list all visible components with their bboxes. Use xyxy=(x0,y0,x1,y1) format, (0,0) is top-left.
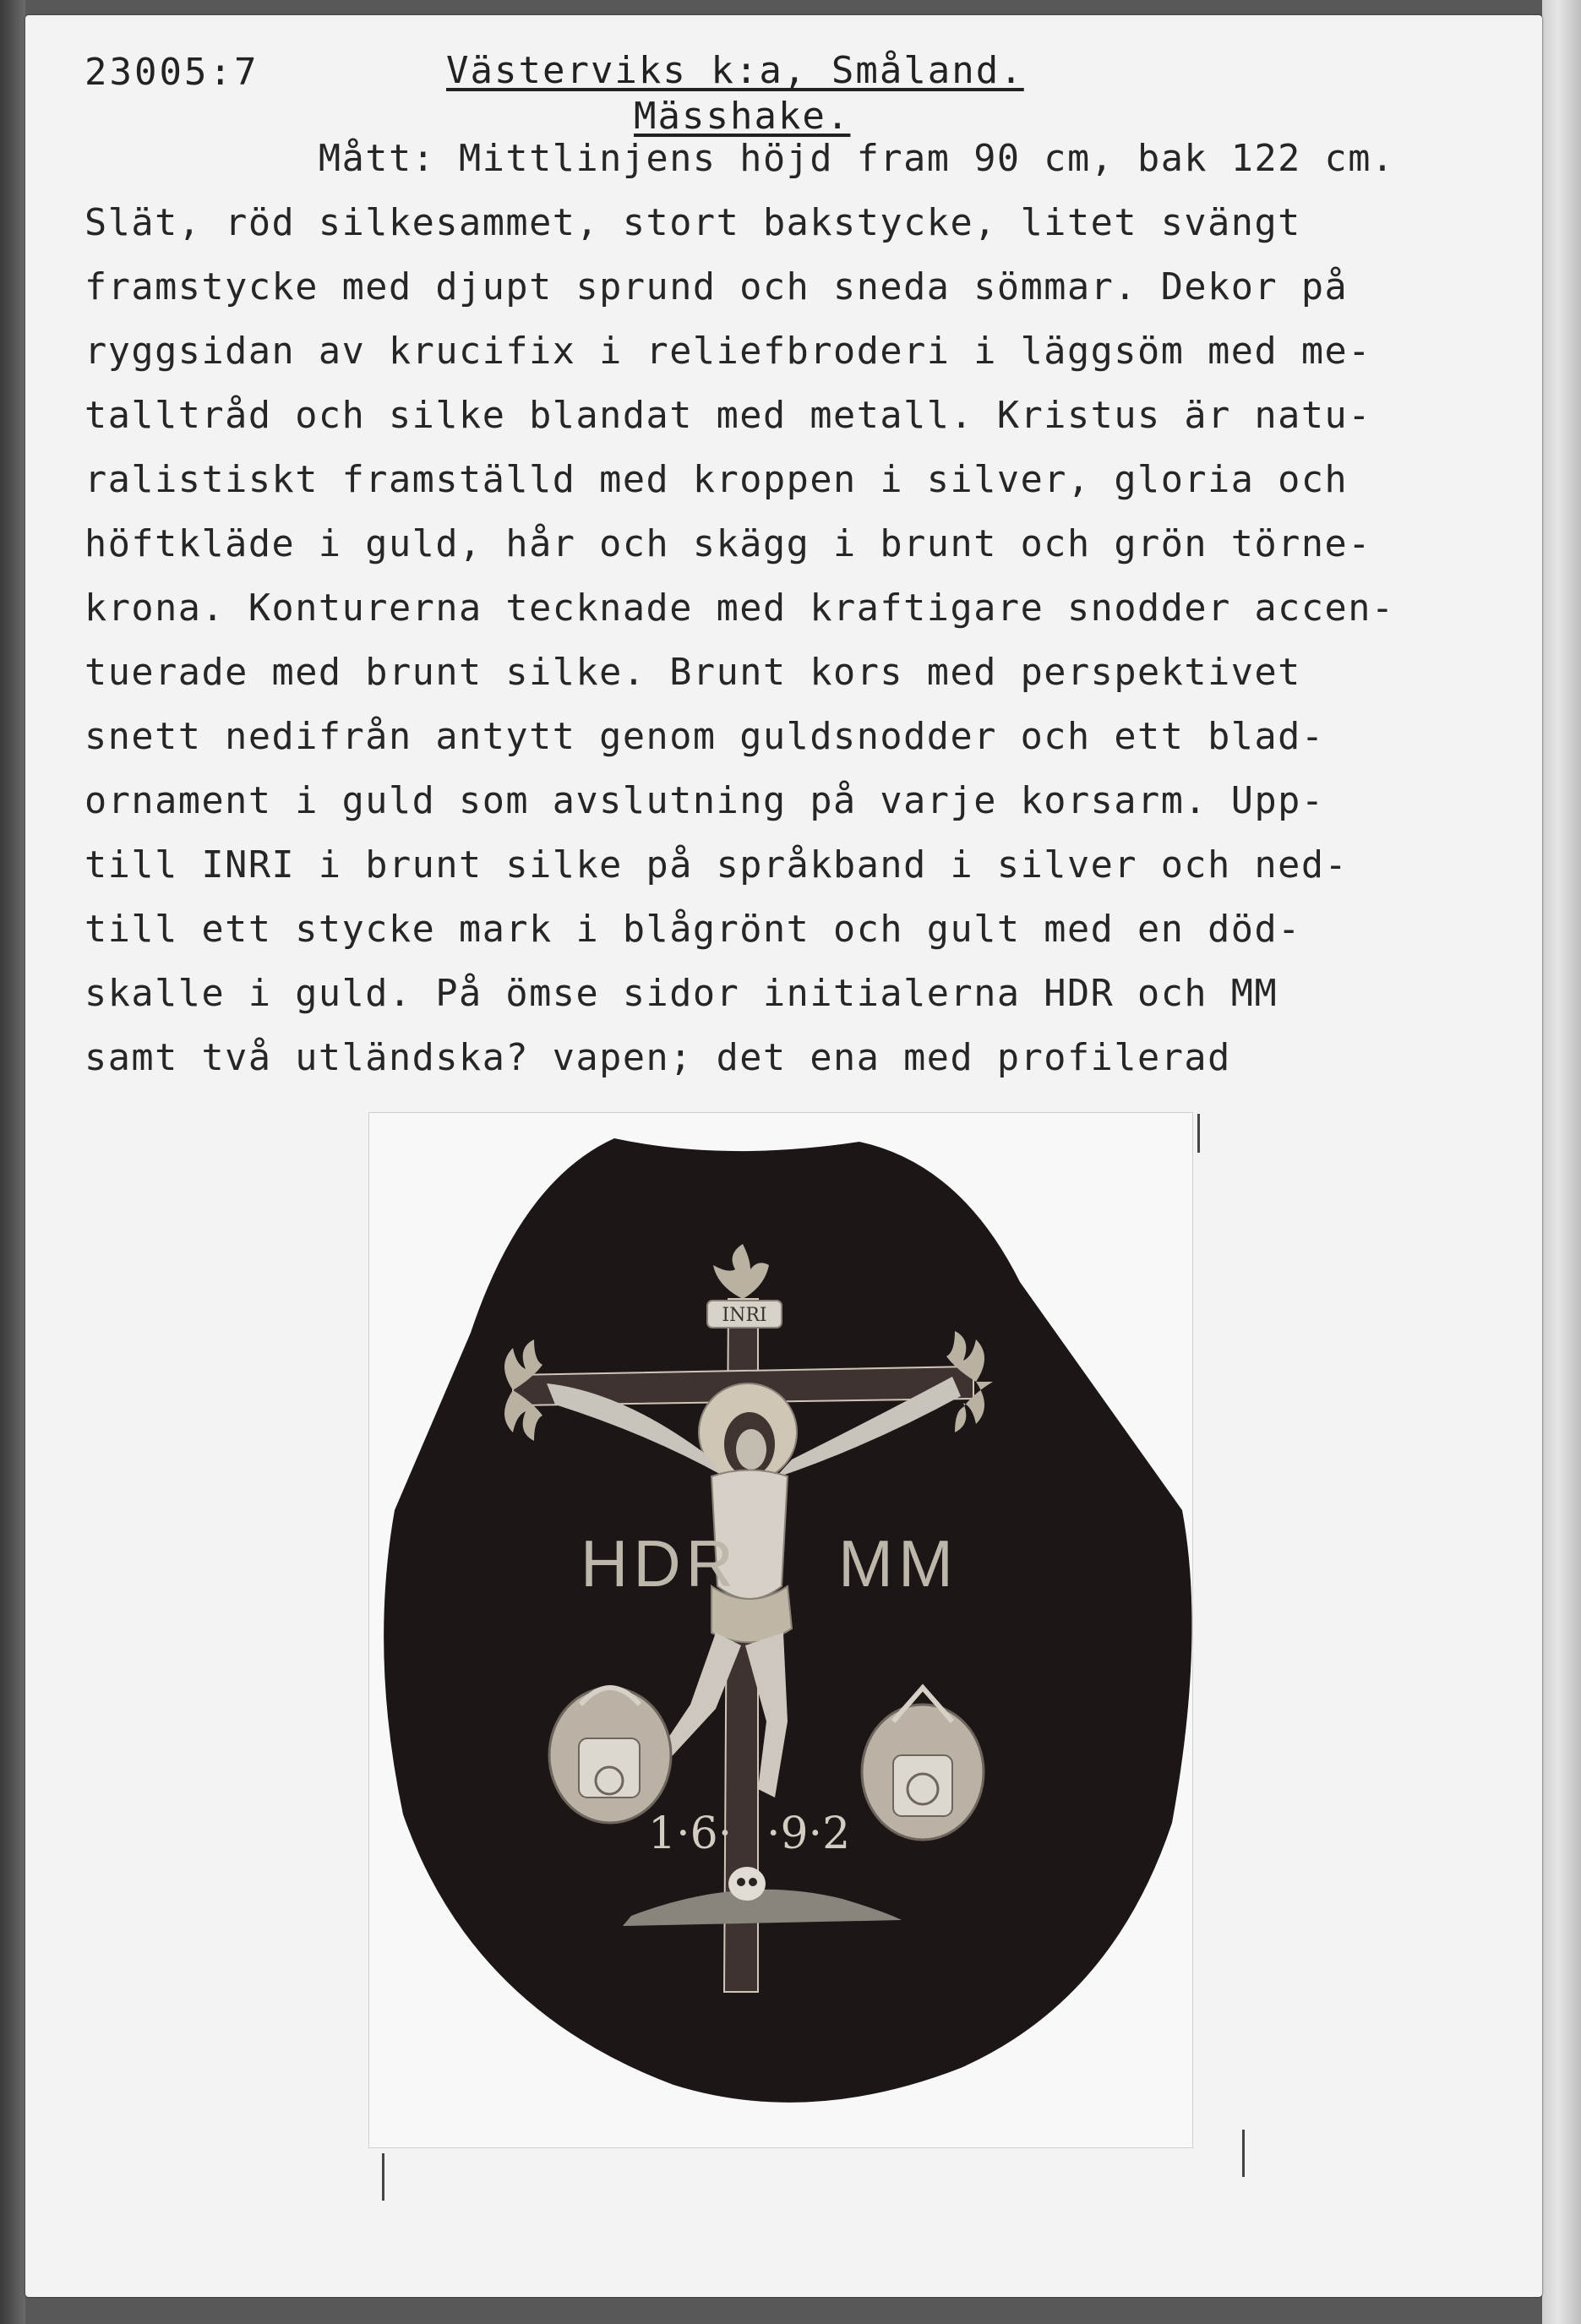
year-left: 1·6· xyxy=(648,1808,733,1859)
face xyxy=(736,1429,766,1470)
description-text xyxy=(85,127,1538,1090)
coat-of-arms-left xyxy=(549,1688,671,1823)
chasuble-photograph xyxy=(368,1112,1193,2148)
text-line: Mått: Mittlinjens höjd fram 90 cm, bak 122 cm. xyxy=(85,138,1395,180)
scan-edge-left xyxy=(0,0,25,2324)
text-line: ryggsidan av krucifix i reliefbroderi i läggsöm med me- xyxy=(85,330,1371,373)
catalog-number: 23005:7 xyxy=(85,51,259,94)
year-right: ·9·2 xyxy=(766,1808,851,1859)
text-line: ornament i guld som avslutning på varje korsarm. Upp- xyxy=(85,780,1325,822)
pencil-mark xyxy=(1197,1114,1200,1153)
text-line: talltråd och silke blandat med metall. Kristus är natu- xyxy=(85,395,1371,437)
pencil-mark xyxy=(1242,2130,1245,2177)
skull-eye xyxy=(749,1878,757,1886)
text-line: ralistiskt framställd med kroppen i silver, gloria och xyxy=(85,459,1349,501)
text-line: till ett stycke mark i blågrönt och gult med en död- xyxy=(85,908,1301,951)
initials-mm: MM xyxy=(838,1526,958,1601)
text-line: skalle i guld. På ömse sidor initialerna HDR och MM xyxy=(85,973,1278,1015)
text-line: snett nedifrån antytt genom guldsnodder och ett blad- xyxy=(85,716,1325,758)
text-line: höftkläde i guld, hår och skägg i brunt och grön törne- xyxy=(85,523,1371,565)
text-line: framstycke med djupt sprund och sneda sömmar. Dekor på xyxy=(85,266,1349,308)
skull-eye xyxy=(737,1878,745,1886)
text-line: Slät, röd silkesammet, stort bakstycke, litet svängt xyxy=(85,202,1301,244)
text-line: krona. Konturerna tecknade med kraftigare snodder accen- xyxy=(85,587,1395,630)
scan-edge-right xyxy=(1542,0,1581,2324)
chasuble-illustration xyxy=(369,1113,1192,2147)
pencil-mark xyxy=(382,2153,384,2201)
initials-hdr: HDR xyxy=(581,1526,739,1601)
inri-label: INRI xyxy=(722,1305,767,1326)
text-line: samt två utländska? vapen; det ena med profilerad xyxy=(85,1037,1231,1079)
card-subheading: Mässhake. xyxy=(634,95,851,138)
card-heading: Västerviks k:a, Småland. xyxy=(446,49,1024,92)
text-line: tuerade med brunt silke. Brunt kors med perspektivet xyxy=(85,652,1301,694)
text-line: till INRI i brunt silke på språkband i silver och ned- xyxy=(85,844,1349,887)
skull xyxy=(728,1867,766,1901)
